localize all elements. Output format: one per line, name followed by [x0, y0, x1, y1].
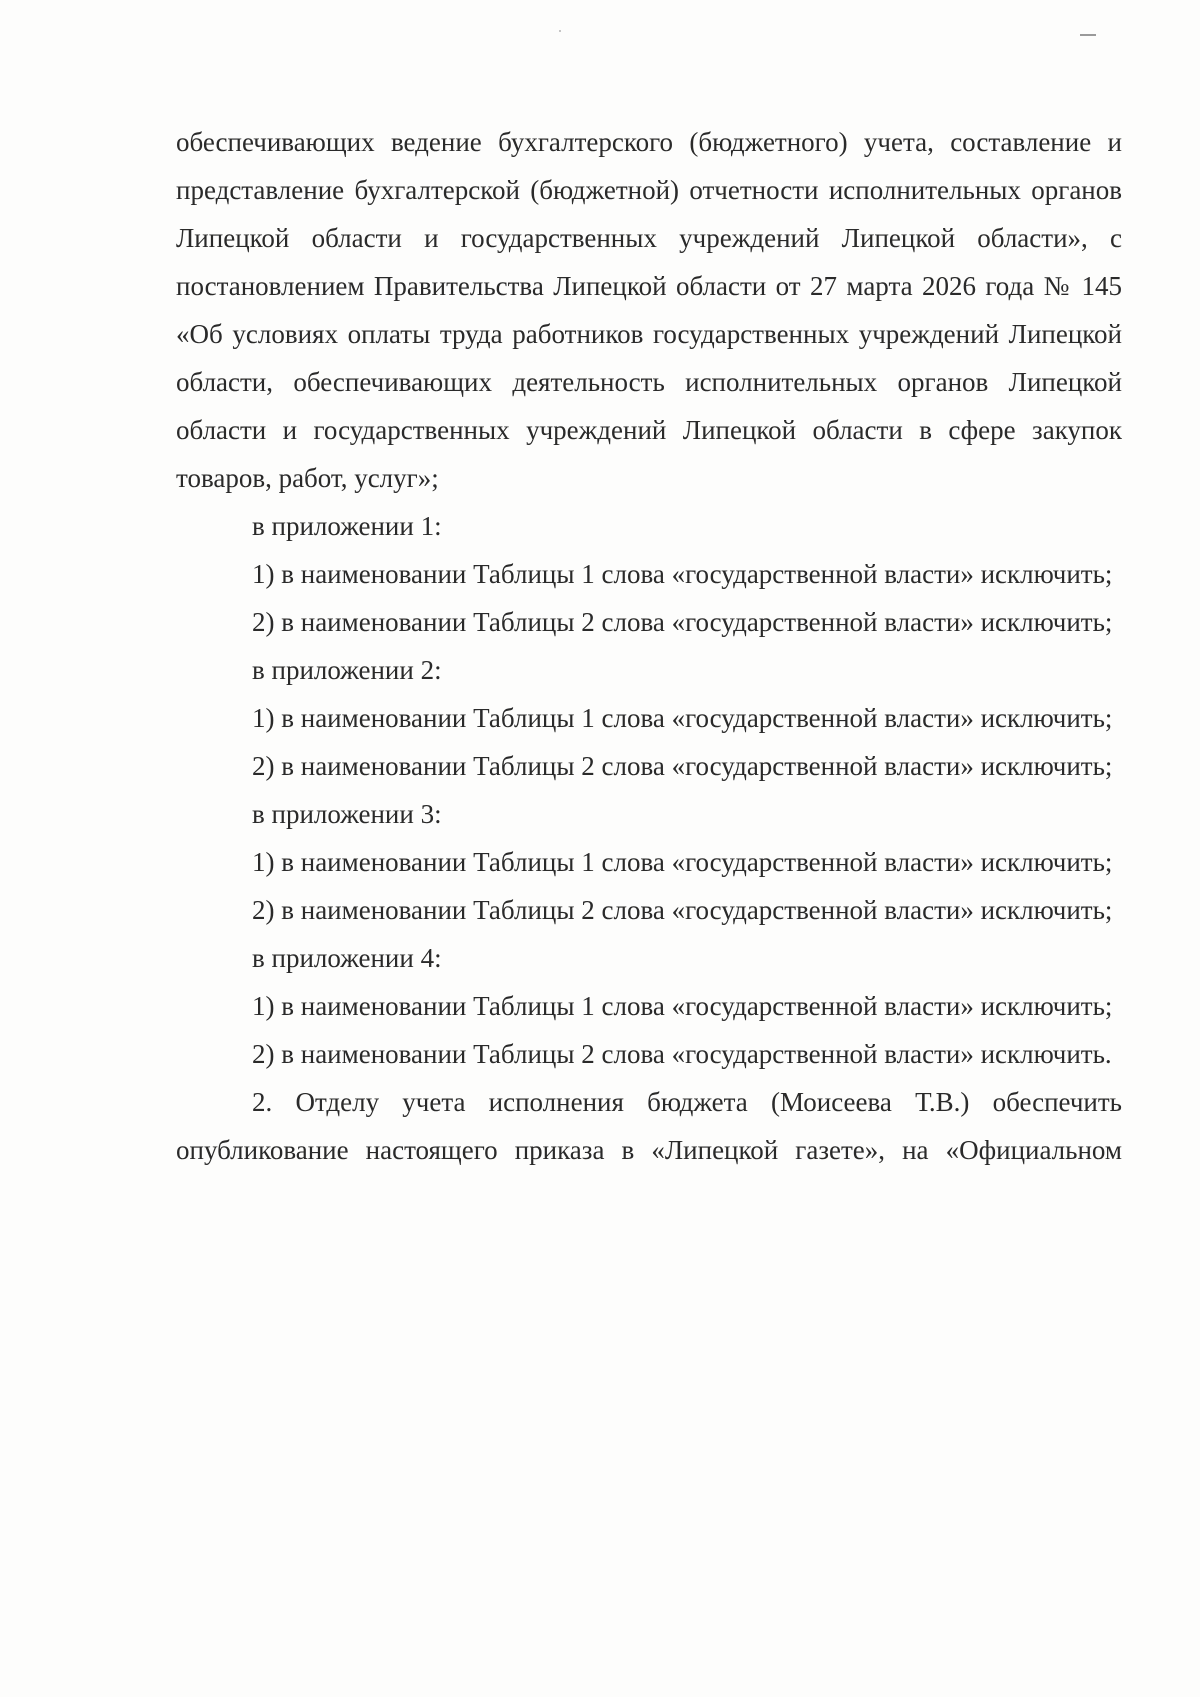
paragraph-appendix-2-heading: в приложении 2: [252, 655, 442, 685]
paragraph-appendix-1-item-1: 1) в наименовании Таблицы 1 слова «государственной власти» исключить; [252, 559, 1113, 589]
paragraph-section-2: 2. Отделу учета исполнения бюджета (Моисеева Т.В.) обеспечить опубликование настоящего приказа в «Липецкой газете», на «Официальном [176, 1087, 1122, 1165]
paragraph-continuation: обеспечивающих ведение бухгалтерского (бюджетного) учета, составление и представление бухгалтерской (бюджетной) отчетности исполнительных органов Липецкой области и государственных учреждений Липецкой области», с постановлением Правительства Липецкой области от 27 марта 2026 года № 145 «Об условиях оплаты труда работников государственных учреждений Липецкой области, обеспечивающих деятельность исполнительных органов Липецкой области и государственных учреждений Липецкой области в сфере закупок товаров, работ, услуг»; [176, 127, 1122, 493]
paragraph-appendix-1-heading: в приложении 1: [252, 511, 442, 541]
paragraph-appendix-2-item-2: 2) в наименовании Таблицы 2 слова «государственной власти» исключить; [252, 751, 1113, 781]
paragraph-appendix-3-heading: в приложении 3: [252, 799, 442, 829]
paragraph-appendix-4-item-1: 1) в наименовании Таблицы 1 слова «государственной власти» исключить; [252, 991, 1113, 1021]
scan-artifact-top-center [559, 30, 561, 32]
paragraph-appendix-3-item-2: 2) в наименовании Таблицы 2 слова «государственной власти» исключить; [252, 895, 1113, 925]
scan-artifact-top-right [1080, 34, 1096, 36]
paragraph-appendix-4-item-2: 2) в наименовании Таблицы 2 слова «государственной власти» исключить. [252, 1039, 1112, 1069]
paragraph-appendix-3-item-1: 1) в наименовании Таблицы 1 слова «государственной власти» исключить; [252, 847, 1113, 877]
paragraph-appendix-2-item-1: 1) в наименовании Таблицы 1 слова «государственной власти» исключить; [252, 703, 1113, 733]
document-body [176, 118, 1122, 1174]
paragraph-appendix-1-item-2: 2) в наименовании Таблицы 2 слова «государственной власти» исключить; [252, 607, 1113, 637]
paragraph-appendix-4-heading: в приложении 4: [252, 943, 442, 973]
